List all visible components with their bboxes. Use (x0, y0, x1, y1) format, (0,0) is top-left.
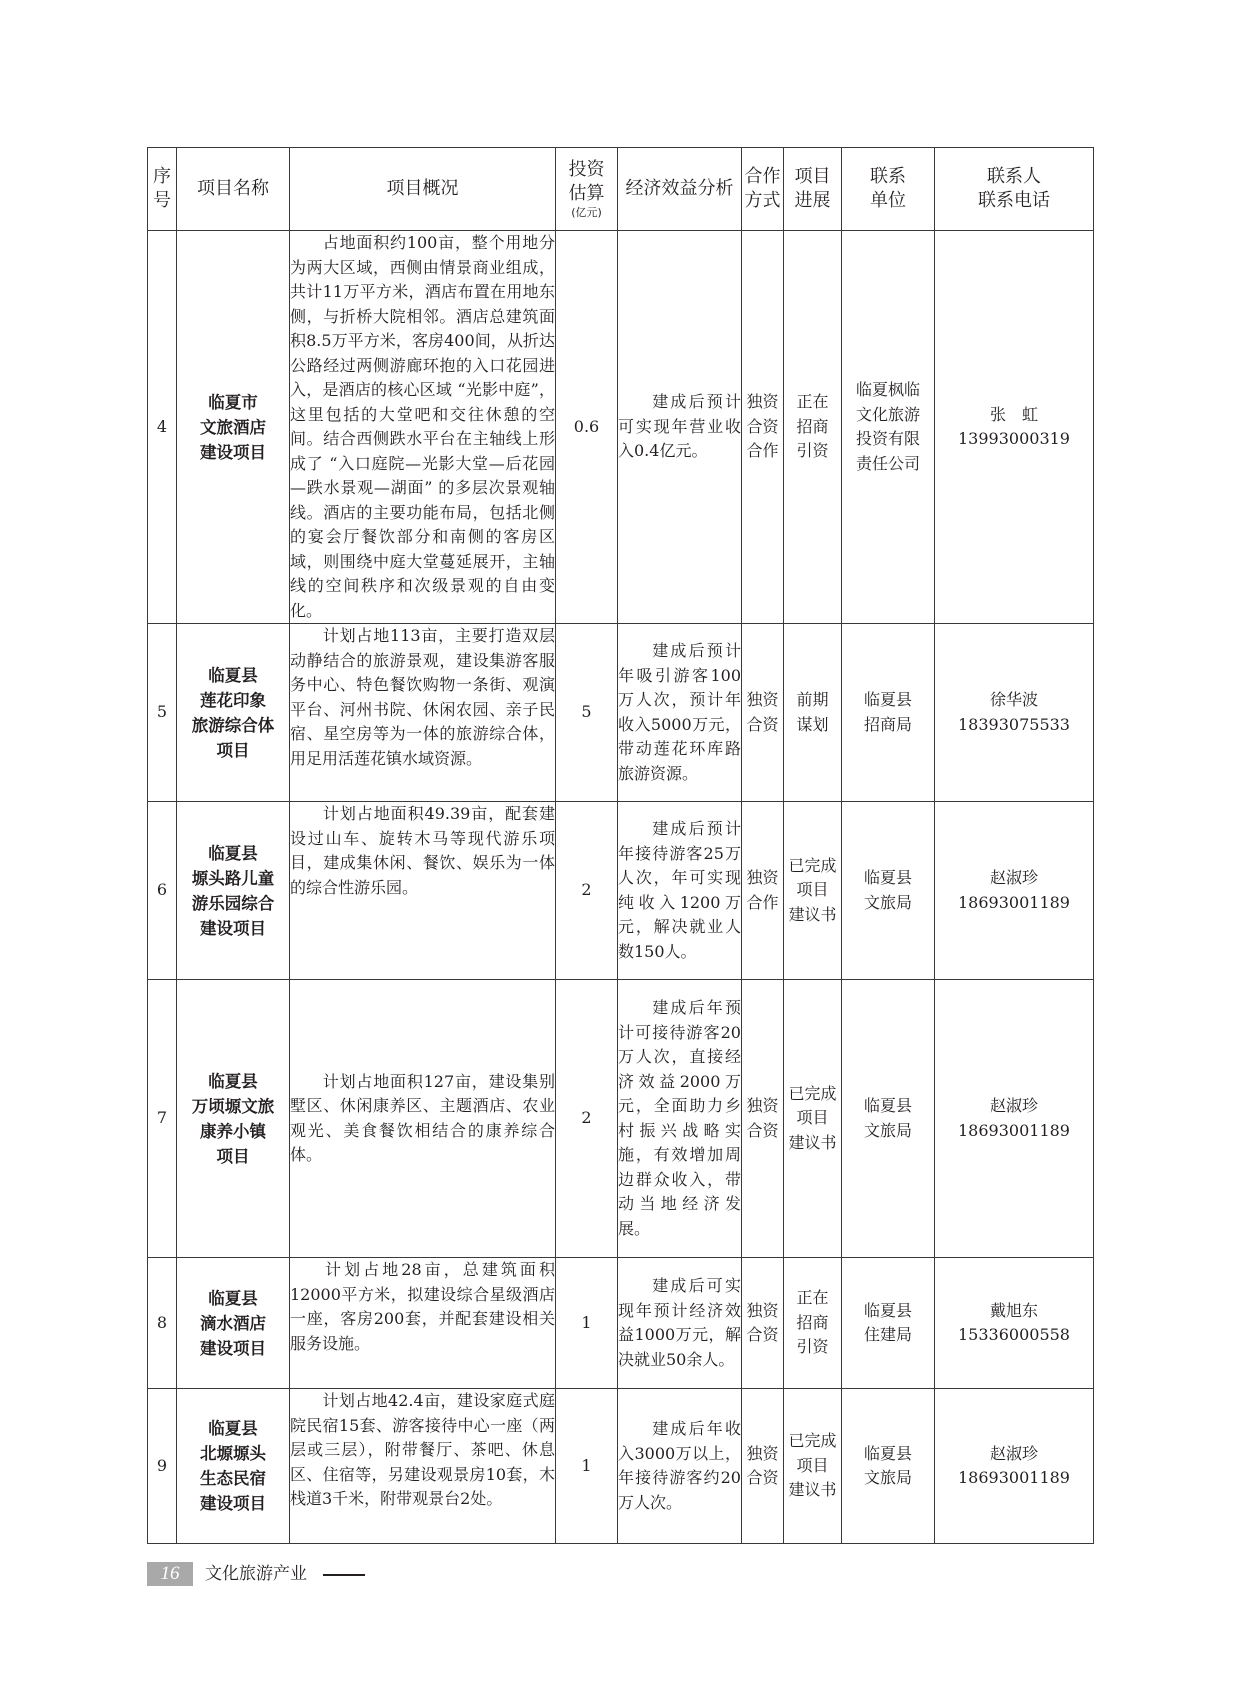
table-row (148, 1258, 1094, 1389)
table-row (148, 802, 1094, 980)
row-contact: 张 虹 13993000319 (935, 231, 1094, 624)
table-row (148, 1389, 1094, 1544)
row-name: 临夏县 塬头路儿童 游乐园综合 建设项目 (177, 802, 290, 980)
row-seq: 7 (148, 980, 177, 1258)
header-unit: 联系 单位 (842, 148, 935, 231)
header-investment-unit: (亿元) (571, 206, 602, 219)
row-progress: 已完成 项目 建议书 (784, 1389, 842, 1544)
header-investment-label: 投资 估算 (568, 159, 605, 204)
row-name: 临夏县 滴水酒店 建设项目 (177, 1258, 290, 1389)
row-economic (618, 231, 742, 624)
row-unit: 临夏县 文旅局 (842, 1389, 935, 1544)
row-progress: 正在 招商 引资 (784, 231, 842, 624)
row-progress: 正在 招商 引资 (784, 1258, 842, 1389)
row-overview-text: 计划占地42.4亩，建设家庭式庭院民宿15套、游客接待中心一座（两层或三层），附带餐厅、茶吧、休息区、住宿等，另建设观景房10套，木栈道3千米，附带观景台2处。 (290, 1391, 555, 1508)
row-economic-text: 建成后预计可实现年营业收入0.4亿元。 (618, 392, 741, 461)
row-name: 临夏县 莲花印象 旅游综合体 项目 (177, 624, 290, 802)
row-economic (618, 1389, 742, 1544)
row-name: 临夏县 北塬塬头 生态民宿 建设项目 (177, 1389, 290, 1544)
row-cooperation: 独资 合资 (742, 1258, 784, 1389)
row-overview-text: 计划占地面积127亩，建设集别墅区、休闲康养区、主题酒店、农业观光、美食餐饮相结合的康养综合体。 (290, 1071, 555, 1164)
row-economic-text: 建成后年收入3000万以上，年接待游客约20万人次。 (618, 1419, 741, 1512)
row-investment: 0.6 (556, 231, 618, 624)
row-unit: 临夏县 住建局 (842, 1258, 935, 1389)
row-overview (290, 231, 556, 624)
row-investment: 2 (556, 802, 618, 980)
row-economic (618, 802, 742, 980)
row-contact: 赵淑珍 18693001189 (935, 802, 1094, 980)
section-title: 文化旅游产业 (205, 1564, 307, 1584)
row-economic (618, 1258, 742, 1389)
row-seq: 6 (148, 802, 177, 980)
header-name: 项目名称 (177, 148, 290, 231)
row-investment: 5 (556, 624, 618, 802)
row-economic-text: 建成后预计年接待游客25万人次，年可实现纯收入1200万元，解决就业人数150人。 (618, 819, 741, 961)
row-economic-text: 建成后可实现年预计经济效益1000万元，解决就业50余人。 (618, 1276, 741, 1369)
row-progress: 已完成 项目 建议书 (784, 980, 842, 1258)
section-title-rule (323, 1574, 365, 1576)
page-number: 16 (160, 1563, 180, 1584)
row-contact: 戴旭东 15336000558 (935, 1258, 1094, 1389)
row-overview (290, 624, 556, 802)
row-unit: 临夏枫临 文化旅游 投资有限 责任公司 (842, 231, 935, 624)
row-economic-text: 建成后预计年吸引游客100万人次，预计年收入5000万元，带动莲花环库路旅游资源。 (618, 641, 741, 783)
row-contact: 徐华波 18393075533 (935, 624, 1094, 802)
row-overview (290, 1258, 556, 1389)
row-contact: 赵淑珍 18693001189 (935, 1389, 1094, 1544)
header-seq: 序 号 (148, 148, 177, 231)
header-economic: 经济效益分析 (618, 148, 742, 231)
table-header-row (148, 148, 1094, 231)
header-contact: 联系人 联系电话 (935, 148, 1094, 231)
header-cooperation: 合作 方式 (742, 148, 784, 231)
table-row (148, 231, 1094, 624)
header-investment (556, 148, 618, 231)
row-seq: 4 (148, 231, 177, 624)
row-investment: 1 (556, 1389, 618, 1544)
row-contact: 赵淑珍 18693001189 (935, 980, 1094, 1258)
row-cooperation: 独资 合资 (742, 1389, 784, 1544)
row-unit: 临夏县 招商局 (842, 624, 935, 802)
row-cooperation: 独资 合资 (742, 624, 784, 802)
row-investment: 2 (556, 980, 618, 1258)
row-unit: 临夏县 文旅局 (842, 802, 935, 980)
row-economic-text: 建成后年预计可接待游客20万人次，直接经济效益2000万元，全面助力乡村振兴战略实施，有效增加周边群众收入，带动当地经济发展。 (618, 998, 741, 1238)
row-progress: 已完成 项目 建议书 (784, 802, 842, 980)
row-progress: 前期 谋划 (784, 624, 842, 802)
table-row (148, 624, 1094, 802)
row-cooperation: 独资 合作 (742, 802, 784, 980)
row-economic (618, 624, 742, 802)
row-seq: 5 (148, 624, 177, 802)
row-overview-text: 计划占地28亩，总建筑面积12000平方米，拟建设综合星级酒店一座，客房200套，并配套建设相关服务设施。 (290, 1260, 555, 1353)
row-seq: 8 (148, 1258, 177, 1389)
row-name: 临夏县 万顷塬文旅 康养小镇 项目 (177, 980, 290, 1258)
row-name: 临夏市 文旅酒店 建设项目 (177, 231, 290, 624)
row-overview-text: 占地面积约100亩，整个用地分为两大区域，西侧由情景商业组成，共计11万平方米，酒店布置在用地东侧，与折桥大院相邻。酒店总建筑面积8.5万平方米，客房400间，从折达公路经过两侧游廊环抱的入口花园进入，是酒店的核心区域 “光影中庭”，这里包括的大堂吧和交往休憩的空间。结合西侧跌水平台在主轴线上形成了 “入口庭院—光影大堂—后花园—跌水景观—湖面” 的多层次景观轴线。酒店的主要功能布局，包括北侧的宴会厅餐饮部分和南侧的客房区域，则围绕中庭大堂蔓延展开，主轴线的空间秩序和次级景观的自由变化。 (290, 233, 555, 620)
header-progress: 项目 进展 (784, 148, 842, 231)
header-overview: 项目概况 (290, 148, 556, 231)
row-overview (290, 1389, 556, 1544)
row-cooperation: 独资 合资 合作 (742, 231, 784, 624)
row-unit: 临夏县 文旅局 (842, 980, 935, 1258)
row-seq: 9 (148, 1389, 177, 1544)
row-investment: 1 (556, 1258, 618, 1389)
project-table (147, 147, 1094, 1544)
row-overview-text: 计划占地113亩，主要打造双层动静结合的旅游景观，建设集游客服务中心、特色餐饮购物一条街、观演平台、河州书院、休闲农园、亲子民宿、星空房等为一体的旅游综合体，用足用活莲花镇水域资源。 (290, 626, 555, 768)
table-row (148, 980, 1094, 1258)
row-overview (290, 802, 556, 980)
row-overview (290, 980, 556, 1258)
row-cooperation: 独资 合资 (742, 980, 784, 1258)
row-overview-text: 计划占地面积49.39亩，配套建设过山车、旋转木马等现代游乐项目，建成集休闲、餐饮、娱乐为一体的综合性游乐园。 (290, 804, 555, 897)
row-economic (618, 980, 742, 1258)
